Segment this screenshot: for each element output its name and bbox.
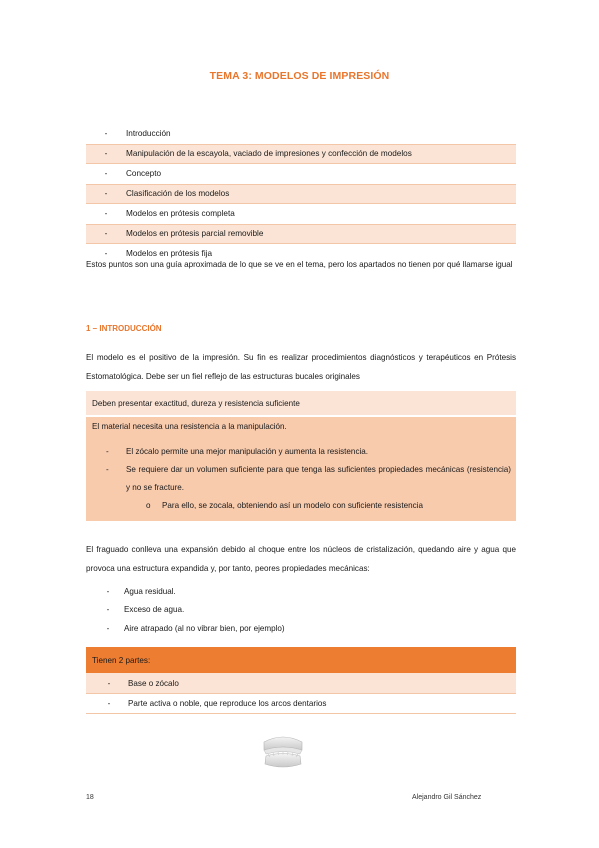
topic-note: Estos puntos son una guía aproximada de lo que se ve en el tema, pero los apartados no tienen por qué llamarse igual xyxy=(86,260,513,269)
list-dash: - xyxy=(104,229,108,239)
list-dash: - xyxy=(106,465,109,474)
page-number: 18 xyxy=(86,794,94,801)
parts-heading: Tienen 2 partes: xyxy=(92,655,151,665)
topic-item xyxy=(86,184,516,205)
topic-label: Modelos en prótesis parcial removible xyxy=(126,229,264,239)
topic-label: Modelos en prótesis fija xyxy=(126,248,213,258)
topic-label: Clasificación de los modelos xyxy=(126,189,230,199)
requirements-text: Deben presentar exactitud, dureza y resistencia suficiente xyxy=(92,398,300,408)
list-item xyxy=(86,601,516,620)
list-dash: - xyxy=(104,189,108,199)
list-item-text: Agua residual. xyxy=(124,586,176,596)
list-dash: - xyxy=(106,605,110,615)
requirements-box xyxy=(86,391,516,415)
list-dash: - xyxy=(106,586,110,596)
resistance-item-text: Se requiere dar un volumen suficiente para que tenga las suficientes propiedades mecánicas (resistencia) y no se fracture. xyxy=(126,465,511,492)
list-dash: - xyxy=(106,447,109,456)
author-name: Alejandro Gil Sánchez xyxy=(412,794,482,801)
parts-item xyxy=(86,693,516,714)
parts-box-heading xyxy=(86,647,516,673)
topic-list xyxy=(86,124,516,264)
section-heading: 1 – INTRODUCCIÓN xyxy=(86,324,162,333)
list-dash: - xyxy=(107,678,111,688)
resistance-subitem-text: Para ello, se zocala, obteniendo así un modelo con suficiente resistencia xyxy=(162,501,423,510)
list-dash: - xyxy=(107,698,111,708)
list-dash: - xyxy=(104,149,108,159)
setting-list xyxy=(86,582,516,638)
list-item-text: Aire atrapado (al no vibrar bien, por ejemplo) xyxy=(124,623,285,633)
resistance-item-text: El zócalo permite una mejor manipulación y aumenta la resistencia. xyxy=(126,447,369,456)
intro-paragraph: El modelo es el positivo de la impresión. Su fin es realizar procedimientos diagnósticos y terapéuticos en Prótesis Estomatológica. Debe ser un fiel reflejo de las estructuras bucales originales xyxy=(86,353,516,381)
setting-paragraph: El fraguado conlleva una expansión debido al choque entre los núcleos de cristalización, quedando aire y agua que provoca una estructura expandida y, por tanto, peores propiedades mecánicas: xyxy=(86,545,516,573)
list-item xyxy=(86,619,516,638)
dental-model-icon xyxy=(258,730,308,772)
list-dash: - xyxy=(104,208,108,218)
resistance-box xyxy=(86,417,516,521)
topic-label: Introducción xyxy=(126,128,171,138)
topic-item xyxy=(86,124,516,144)
list-dash: - xyxy=(104,168,108,178)
resistance-heading-row xyxy=(86,417,516,435)
resistance-heading: El material necesita una resistencia a la manipulación. xyxy=(92,421,287,431)
list-dash: - xyxy=(104,248,108,258)
list-item xyxy=(86,582,516,601)
topic-label: Concepto xyxy=(126,168,162,178)
topic-label: Manipulación de la escayola, vaciado de impresiones y confección de modelos xyxy=(126,149,412,159)
topic-item xyxy=(86,144,516,165)
sub-bullet: o xyxy=(146,501,151,510)
topic-item xyxy=(86,164,516,184)
topic-item xyxy=(86,204,516,224)
list-item-text: Exceso de agua. xyxy=(124,605,185,615)
parts-item xyxy=(86,673,516,694)
page-title: TEMA 3: MODELOS DE IMPRESIÓN xyxy=(209,70,390,82)
list-dash: - xyxy=(106,623,110,633)
parts-item-text: Parte activa o noble, que reproduce los arcos dentarios xyxy=(128,698,327,708)
topic-label: Modelos en prótesis completa xyxy=(126,208,235,218)
topic-item xyxy=(86,224,516,245)
parts-item-text: Base o zócalo xyxy=(128,678,179,688)
list-dash: - xyxy=(104,128,108,138)
